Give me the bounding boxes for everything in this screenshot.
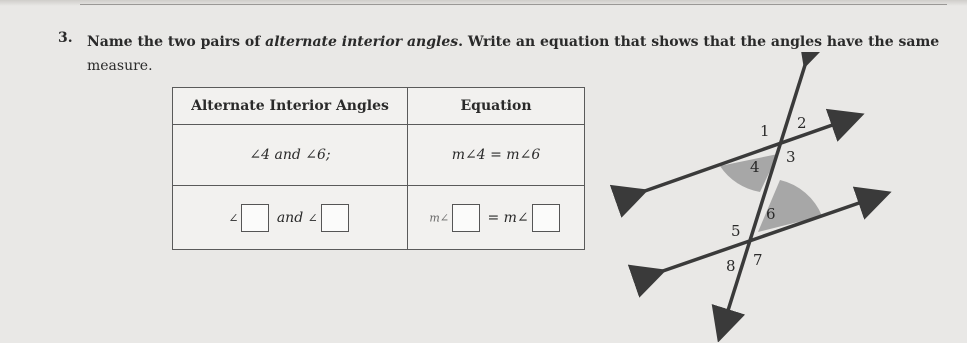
row2-equation-cell	[408, 186, 585, 250]
row1-angles: ∠4 and ∠6;	[173, 125, 408, 186]
header-alternate-interior-angles: Alternate Interior Angles	[173, 88, 408, 125]
header-equation: Equation	[408, 88, 585, 125]
angle-label-2: 2	[797, 114, 807, 132]
angles-table	[172, 87, 585, 250]
measure-prefix: m∠	[429, 211, 449, 224]
and-label: and	[276, 209, 304, 226]
row2-angles-cell	[173, 186, 408, 250]
page-top-edge	[0, 0, 967, 6]
angle-label-6: 6	[766, 205, 776, 223]
question-number: 3.	[58, 30, 73, 46]
angle-label-7: 7	[753, 251, 763, 269]
angle-label-3: 3	[786, 148, 796, 166]
question-text-part1: Name the two pairs of	[87, 34, 266, 50]
angle-label-4: 4	[750, 158, 760, 176]
angle-label-8: 8	[726, 257, 736, 275]
answer-box-angle-a[interactable]	[241, 204, 269, 232]
table-row	[173, 186, 585, 250]
angle-symbol: ∠	[307, 210, 318, 225]
divider-line	[80, 4, 947, 5]
answer-box-equation-a[interactable]	[452, 204, 480, 232]
question-text-part2: . Write an equation that shows that the angles have the same	[458, 34, 940, 50]
answer-box-equation-b[interactable]	[532, 204, 560, 232]
equals-measure: = m∠	[487, 209, 529, 226]
angle-symbol: ∠	[228, 210, 239, 225]
table-row	[173, 125, 585, 186]
question-text-line2: measure.	[87, 58, 153, 74]
transversal-diagram	[600, 52, 960, 342]
answer-box-angle-b[interactable]	[321, 204, 349, 232]
row1-equation: m∠4 = m∠6	[408, 125, 585, 186]
angle-label-5: 5	[731, 222, 741, 240]
question-emphasis: alternate interior angles	[265, 34, 459, 50]
angle-label-1: 1	[760, 122, 770, 140]
